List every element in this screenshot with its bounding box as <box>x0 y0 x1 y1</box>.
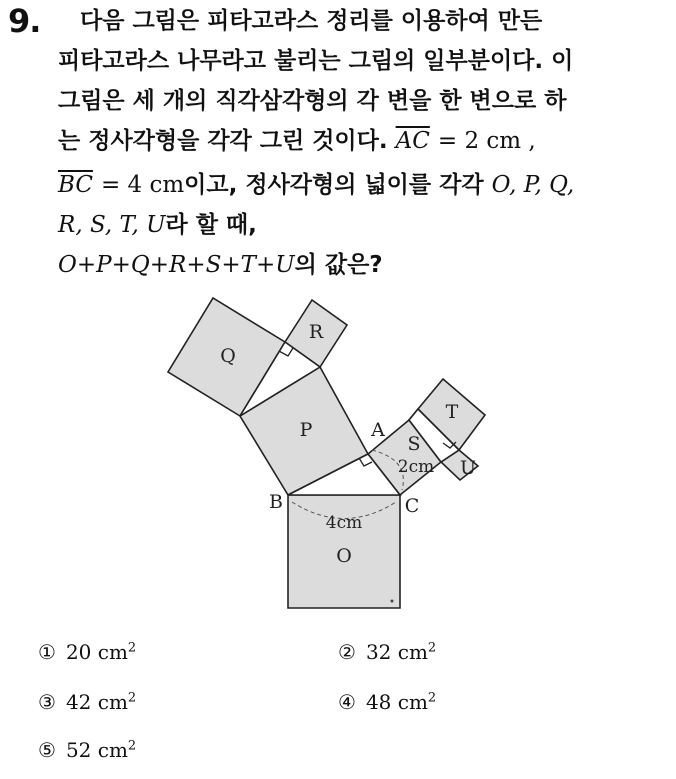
label-bc-length: 4cm <box>325 513 363 533</box>
choice-4-mark: ④ <box>338 690 356 714</box>
corner-dot <box>391 600 394 603</box>
question-line-4 <box>58 126 536 156</box>
question-number: 9. <box>8 2 41 40</box>
choice-2-value: 32 <box>365 640 392 664</box>
segment-ac-value: = 2 cm , <box>437 128 536 154</box>
label-c: C <box>404 495 420 517</box>
label-a: A <box>371 419 385 441</box>
choice-3[interactable] <box>38 690 136 714</box>
label-b: B <box>269 491 283 513</box>
choice-3-unit: cm <box>97 690 128 714</box>
choice-3-exp: 2 <box>127 690 137 706</box>
choice-1-mark: ① <box>38 640 56 664</box>
choice-4-unit: cm <box>397 690 428 714</box>
pythagoras-tree-diagram <box>160 290 500 620</box>
question-line-2: 피타고라스 나무라고 불리는 그림의 일부분이다. 이 <box>58 48 574 74</box>
question-line-4-text: 는 정사각형을 각각 그린 것이다. <box>58 128 388 154</box>
choice-1[interactable] <box>38 640 136 664</box>
choice-5[interactable] <box>38 738 136 762</box>
label-o: O <box>336 545 352 567</box>
choice-2[interactable] <box>338 640 436 664</box>
area-vars-line-2: R, S, T, U <box>58 212 166 238</box>
expression-suffix: 의 값은? <box>294 252 383 278</box>
choice-3-mark: ③ <box>38 690 56 714</box>
label-p: P <box>299 419 313 441</box>
choice-3-value: 42 <box>65 690 92 714</box>
choice-2-unit: cm <box>397 640 428 664</box>
choice-1-value: 20 <box>65 640 92 664</box>
label-ac-length: 2cm <box>397 457 435 477</box>
label-t: T <box>445 401 459 423</box>
segment-bc-label: $\overline{BC}$ <box>58 172 93 198</box>
line-6-suffix: 라 할 때, <box>165 212 257 238</box>
area-sum-expression: O+P+Q+R+S+T+U <box>58 252 295 278</box>
question-line-6 <box>58 210 257 240</box>
choice-5-value: 52 <box>65 738 92 762</box>
question-line-7 <box>58 250 383 280</box>
segment-bc-value: = 4 cm <box>100 172 185 198</box>
choice-4-exp: 2 <box>427 690 437 706</box>
choice-2-mark: ② <box>338 640 356 664</box>
choice-1-unit: cm <box>97 640 128 664</box>
segment-bc-suffix: 이고, 정사각형의 넓이를 각각 <box>184 172 484 198</box>
question-line-1: 다음 그림은 피타고라스 정리를 이용하여 만든 <box>80 8 543 34</box>
choice-5-exp: 2 <box>127 738 137 754</box>
label-r: R <box>308 321 324 343</box>
question-line-3: 그림은 세 개의 직각삼각형의 각 변을 한 변으로 하 <box>58 88 567 114</box>
area-vars-line-1: O, P, Q, <box>491 172 575 198</box>
choice-5-mark: ⑤ <box>38 738 56 762</box>
segment-ac-label: $\overline{AC}$ <box>395 128 430 154</box>
choice-4-value: 48 <box>365 690 392 714</box>
choice-1-exp: 2 <box>127 640 137 656</box>
label-q: Q <box>220 345 236 367</box>
label-u: U <box>459 457 477 479</box>
choice-4[interactable] <box>338 690 436 714</box>
label-s: S <box>407 433 421 455</box>
choice-5-unit: cm <box>97 738 128 762</box>
choice-2-exp: 2 <box>427 640 437 656</box>
question-line-5 <box>58 170 574 200</box>
